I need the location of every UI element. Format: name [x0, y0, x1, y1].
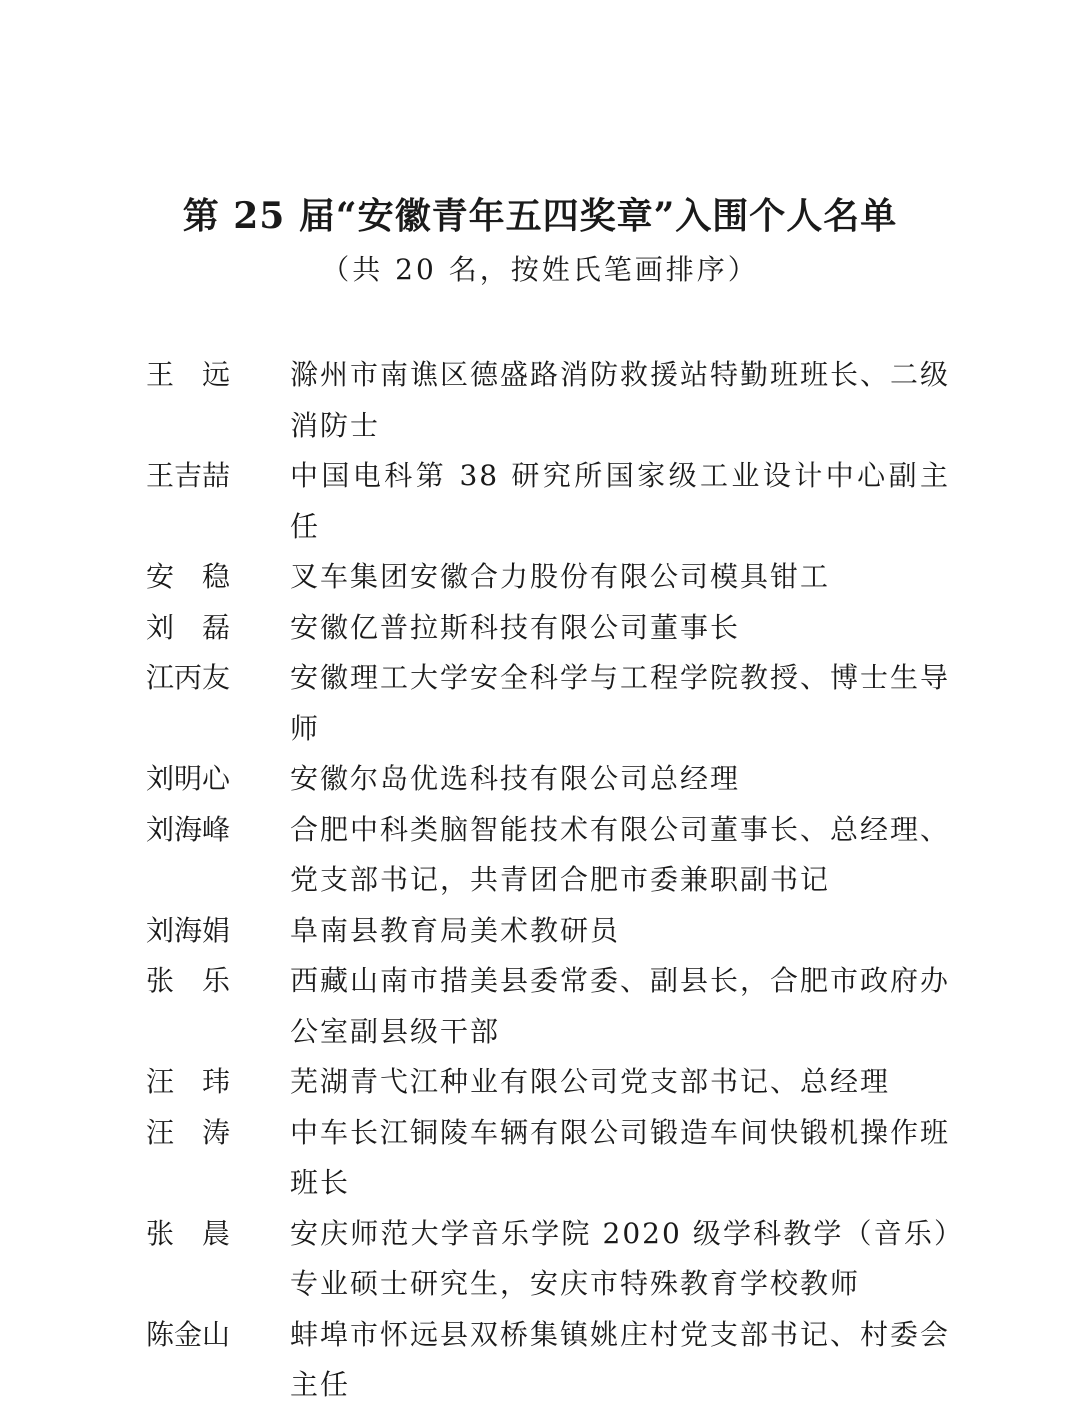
list-item — [0, 1310, 1080, 1411]
nominee-position: 阜南县教育局美术教研员 — [290, 913, 621, 947]
list-item — [0, 805, 1080, 906]
nominee-name: 安 稳 — [146, 560, 231, 593]
nominee-position: 安徽理工大学安全科学与工程学院教授、博士生导师 — [290, 661, 951, 745]
nominee-name: 江丙友 — [146, 661, 231, 694]
list-item — [0, 350, 1080, 451]
nominee-position: 安庆师范大学音乐学院 2020 级学科教学（音乐）专业硕士研究生，安庆市特殊教育学校教师 — [290, 1216, 950, 1300]
nominee-list — [0, 350, 1080, 1411]
nominee-name: 张 乐 — [146, 964, 231, 997]
list-item — [0, 653, 1080, 754]
nominee-position: 滁州市南谯区德盛路消防救援站特勤班班长、二级消防士 — [290, 358, 951, 442]
nominee-name: 刘海峰 — [146, 812, 231, 846]
list-item — [0, 1108, 1080, 1209]
list-item — [0, 603, 1080, 654]
list-item — [0, 906, 1080, 957]
nominee-name: 汪 玮 — [146, 1065, 231, 1098]
nominee-position: 安徽尔岛优选科技有限公司总经理 — [290, 762, 741, 795]
list-item — [0, 451, 1080, 552]
nominee-name: 张 晨 — [146, 1216, 231, 1250]
list-item — [0, 552, 1080, 603]
nominee-name: 王吉喆 — [146, 459, 231, 492]
nominee-position: 中车长江铜陵车辆有限公司锻造车间快锻机操作班班长 — [290, 1115, 951, 1199]
list-item — [0, 1209, 1080, 1310]
nominee-position: 安徽亿普拉斯科技有限公司董事长 — [290, 610, 741, 644]
document-title: 第 25 届“安徽青年五四奖章”入围个人名单 — [182, 195, 898, 237]
list-item — [0, 1057, 1080, 1108]
document-subtitle: （共 20 名，按姓氏笔画排序） — [321, 253, 759, 286]
nominee-position: 芜湖青弋江种业有限公司党支部书记、总经理 — [290, 1065, 891, 1098]
nominee-name: 王 远 — [146, 358, 231, 391]
nominee-position: 叉车集团安徽合力股份有限公司模具钳工 — [290, 560, 831, 593]
nominee-position: 西藏山南市措美县委常委、副县长，合肥市政府办公室副县级干部 — [290, 964, 951, 1048]
nominee-name: 刘明心 — [146, 762, 231, 795]
nominee-position: 合肥中科类脑智能技术有限公司董事长、总经理、党支部书记，共青团合肥市委兼职副书记 — [290, 812, 951, 896]
list-item — [0, 754, 1080, 805]
list-item — [0, 956, 1080, 1057]
nominee-name: 刘 磊 — [146, 610, 231, 644]
nominee-position: 蚌埠市怀远县双桥集镇姚庄村党支部书记、村委会主任 — [290, 1317, 951, 1401]
nominee-name: 刘海娟 — [146, 913, 231, 947]
nominee-position: 中国电科第 38 研究所国家级工业设计中心副主任 — [290, 459, 950, 543]
nominee-name: 陈金山 — [146, 1317, 231, 1351]
nominee-name: 汪 涛 — [146, 1115, 231, 1149]
